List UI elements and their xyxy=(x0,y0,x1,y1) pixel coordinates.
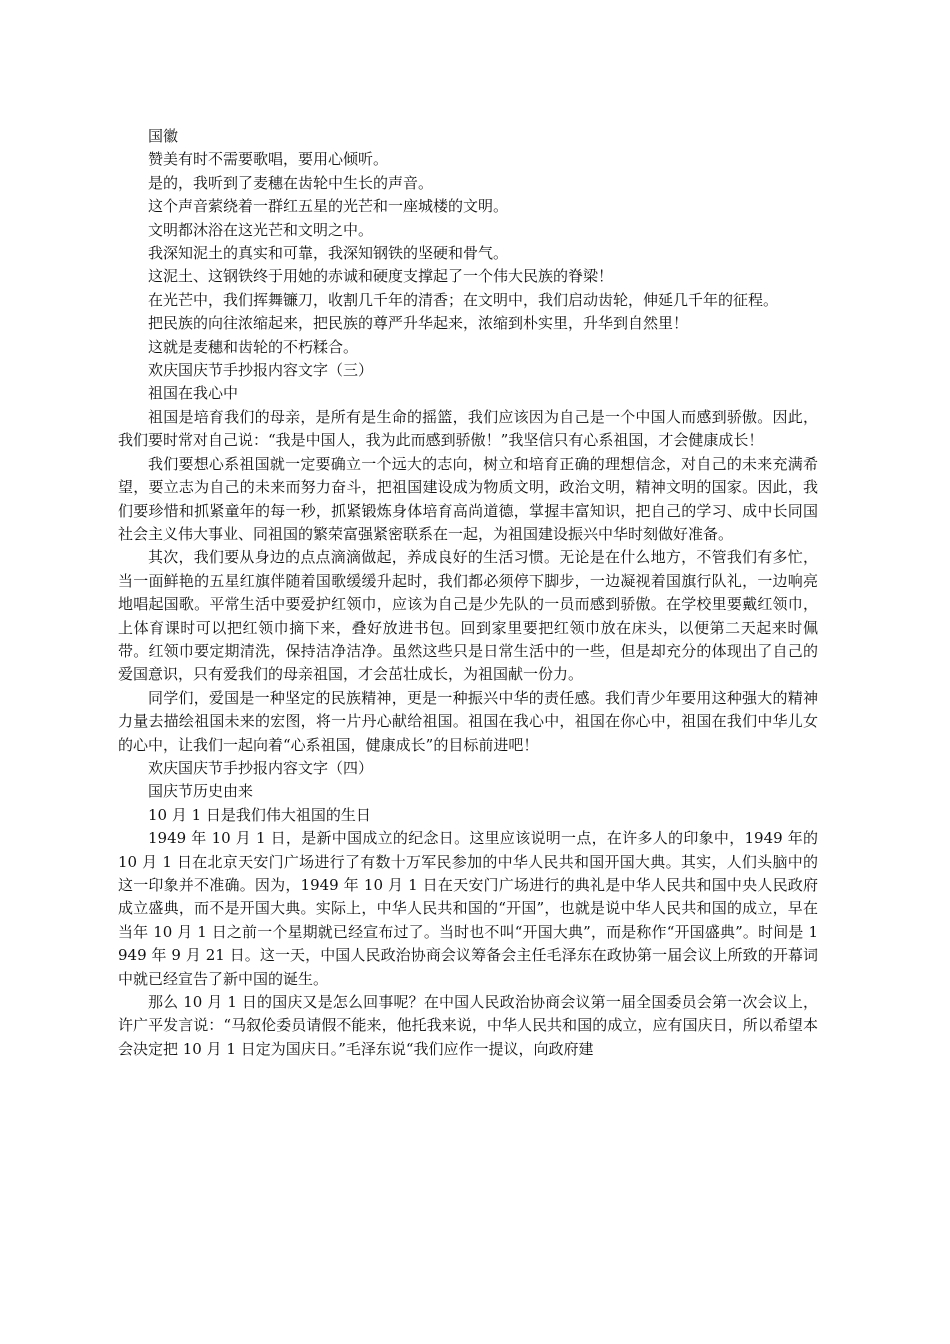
article-title-motherland: 祖国在我心中 xyxy=(148,384,239,403)
paragraph: 其次，我们要从身边的点点滴滴做起，养成良好的生活习惯。无论是在什么地方，不管我们有多忙，当一面鲜艳的五星红旗伴随着国歌缓缓升起时，我们都必须停下脚步，一边凝视着国旗行队礼，一边响亮地唱起国歌。平常生活中要爱护红领巾，应该为自己是少先队的一员而感到骄傲。在学校里要戴红领巾，上体育课时可以把红领巾摘下来，叠好放进书包。回到家里要把红领巾放在床头，以便第二天起来时佩带。红领巾要定期清洗，保持洁净洁净。虽然这些只是日常生活中的一些，但是却充分的体现出了自己的爱国意识，只有爱我们的母亲祖国，才会茁壮成长，为祖国献一份力。 xyxy=(118,548,818,684)
article-subtitle: 10 月 1 日是我们伟大祖国的生日 xyxy=(148,805,371,824)
paragraph: 这就是麦穗和齿轮的不朽糅合。 xyxy=(148,337,359,356)
section-heading-three: 欢庆国庆节手抄报内容文字（三） xyxy=(148,361,374,380)
document-body xyxy=(118,125,818,1061)
paragraph: 那么 10 月 1 日的国庆又是怎么回事呢？在中国人民政治协商会议第一届全国委员会第一次会议上，许广平发言说：“马叙伦委员请假不能来，他托我来说，中华人民共和国的成立，应有国庆日，所以希望本会决定把 10 月 1 日定为国庆日。”毛泽东说“我们应作一提议，向政府建 xyxy=(118,993,818,1058)
paragraph: 我深知泥土的真实和可靠，我深知钢铁的坚硬和骨气。 xyxy=(148,244,509,263)
paragraph: 是的，我听到了麦穗在齿轮中生长的声音。 xyxy=(148,173,434,192)
paragraph: 在光芒中，我们挥舞镰刀，收割几千年的清香；在文明中，我们启动齿轮，伸延几千年的征程。 xyxy=(148,290,779,309)
article-title-history: 国庆节历史由来 xyxy=(148,782,254,801)
paragraph: 文明都沐浴在这光芒和文明之中。 xyxy=(148,220,374,239)
paragraph: 赞美有时不需要歌唱，要用心倾听。 xyxy=(148,150,389,169)
paragraph: 把民族的向往浓缩起来，把民族的尊严升华起来，浓缩到朴实里，升华到自然里！ xyxy=(148,314,689,333)
paragraph-title-guohui: 国徽 xyxy=(148,127,179,145)
paragraph: 我们要想心系祖国就一定要确立一个远大的志向，树立和培育正确的理想信念，对自己的未来充满希望，要立志为自己的未来而努力奋斗，把祖国建设成为物质文明，政治文明，精神文明的国家。因此，我们要珍惜和抓紧童年的每一秒，抓紧锻炼身体培育高尚道德，掌握丰富知识，把自己的学习、成中长同国社会主义伟大事业、同祖国的繁荣富强紧密联系在一起，为祖国建设振兴中华时刻做好准备。 xyxy=(118,454,818,543)
paragraph: 同学们，爱国是一种坚定的民族精神，更是一种振兴中华的责任感。我们青少年要用这种强大的精神力量去描绘祖国未来的宏图，将一片丹心献给祖国。祖国在我心中，祖国在你心中，祖国在我们中华儿女的心中，让我们一起向着“心系祖国，健康成长”的目标前进吧！ xyxy=(118,688,818,754)
paragraph: 这泥土、这钢铁终于用她的赤诚和硬度支撑起了一个伟大民族的脊梁！ xyxy=(148,267,614,286)
paragraph: 这个声音萦绕着一群红五星的光芒和一座城楼的文明。 xyxy=(148,197,509,216)
paragraph: 1949 年 10 月 1 日，是新中国成立的纪念日。这里应该说明一点，在许多人的印象中，1949 年的 10 月 1 日在北京天安门广场进行了有数十万军民参加的中华人民共和国开国大典。其实，人们头脑中的这一印象并不准确。因为，1949 年 10 月 1 日在天安门广场进行的典礼是中华人民共和国中央人民政府成立盛典，而不是开国大典。实际上，中华人民共和国的“开国”，也就是说中华人民共和国的成立，早在当年 10 月 1 日之前一个星期就已经宣布过了。当时也不叫“开国大典”，而是称作“开国盛典”。时间是 1949 年 9 月 21 日。这一天，中国人民政治协商会议筹备会主任毛泽东在政协第一届会议上所致的开幕词中就已经宣告了新中国的诞生。 xyxy=(118,829,818,988)
section-heading-four: 欢庆国庆节手抄报内容文字（四） xyxy=(148,758,374,777)
paragraph: 祖国是培育我们的母亲，是所有是生命的摇篮，我们应该因为自己是一个中国人而感到骄傲。因此，我们要时常对自己说：“我是中国人，我为此而感到骄傲！”我坚信只有心系祖国，才会健康成长！ xyxy=(118,407,818,450)
